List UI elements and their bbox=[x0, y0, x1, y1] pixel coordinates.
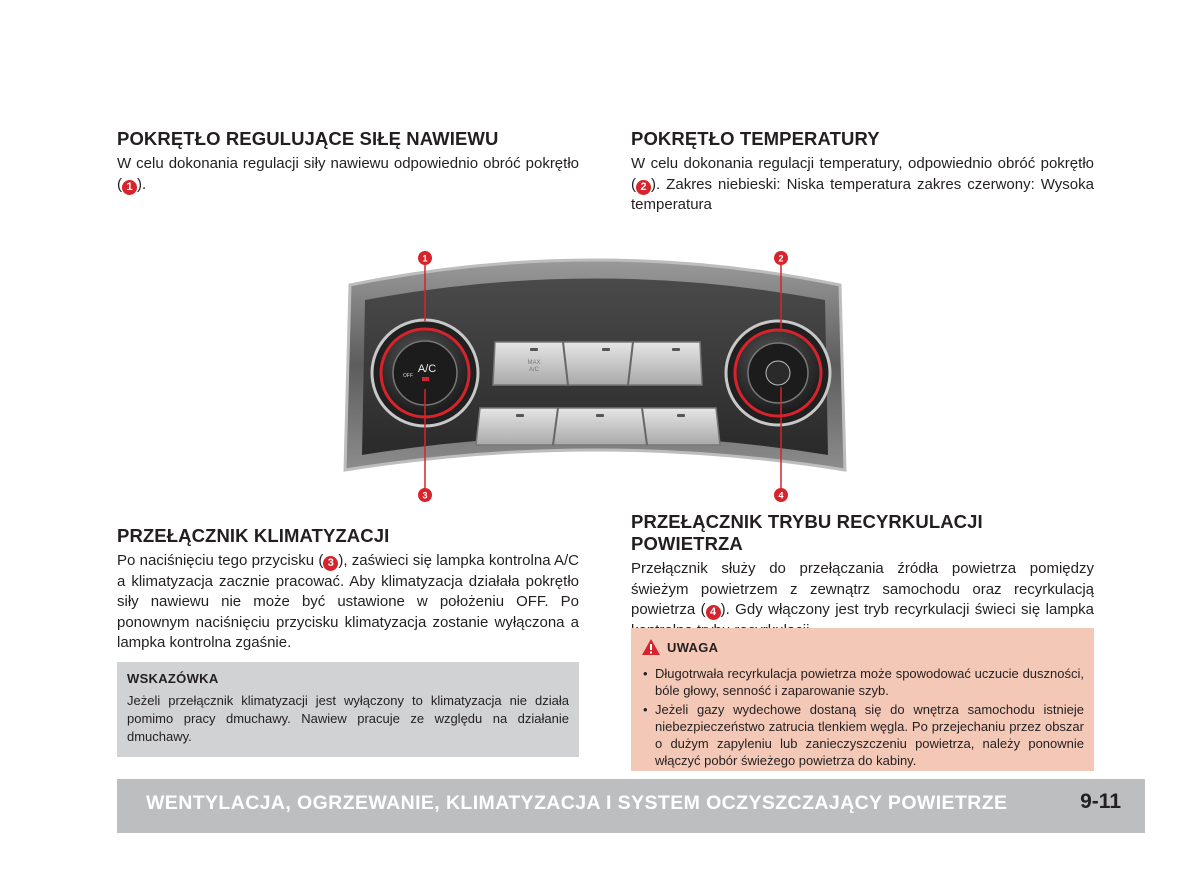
tip-text: Jeżeli przełącznik klimatyzacji jest wyłączony to klimatyzacja nie działa pomimo pracy dmuchawy. Nawiew pracuje ze względu na działanie dmuchawy. bbox=[127, 693, 569, 744]
warning-item: • Długotrwała recyrkulacja powietrza może spowodować uczucie duszności, bóle głowy, senność i zaparowanie szyb. bbox=[643, 666, 1084, 698]
callout-1 bbox=[418, 251, 432, 265]
section-body: W celu dokonania regulacji temperatury, odpowiednio obróć pokrętło ( 2 ). Zakres niebieski: Niska temperatura zakres czerwony: Wysoka temperatura bbox=[631, 155, 1094, 213]
section-fan-knob bbox=[117, 128, 579, 195]
warning-item: • Jeżeli gazy wydechowe dostaną się do wnętrza samochodu istnieje niebezpieczeństwo zatrucia tlenkiem węgla. Po przejechaniu przez obszar o dużym zapyleniu lub zanieczyszczeniu powietrza, należy ponownie włączyć pobór świeżego powietrza do kabiny. bbox=[643, 702, 1084, 768]
off-label: OFF bbox=[403, 373, 413, 379]
max-ac-label: A/C bbox=[528, 367, 540, 373]
callout-badge: 1 bbox=[122, 180, 137, 195]
callout-badge: 4 bbox=[706, 605, 721, 620]
section-title: POKRĘTŁO TEMPERATURY bbox=[631, 128, 880, 149]
section-title: PRZEŁĄCZNIK KLIMATYZACJI bbox=[117, 525, 390, 546]
svg-text:1: 1 bbox=[422, 253, 428, 264]
callout-badge: 3 bbox=[323, 556, 338, 571]
section-temperature-knob bbox=[631, 128, 1094, 216]
section-title: POKRĘTŁO REGULUJĄCE SIŁĘ NAWIEWU bbox=[117, 128, 499, 149]
tip-box bbox=[117, 662, 579, 757]
svg-text:3: 3 bbox=[422, 490, 428, 501]
warning-list bbox=[641, 665, 1084, 769]
callout-4 bbox=[774, 488, 788, 502]
max-label: MAX bbox=[527, 360, 541, 366]
ac-label: A/C bbox=[417, 363, 437, 375]
svg-text:4: 4 bbox=[778, 490, 784, 501]
chapter-title: WENTYLACJA, OGRZEWANIE, KLIMATYZACJA I SYSTEM OCZYSZCZAJĄCY POWIETRZE bbox=[146, 792, 1008, 814]
warning-triangle-icon bbox=[641, 638, 661, 656]
section-ac-switch bbox=[117, 525, 579, 654]
warning-header bbox=[641, 638, 1084, 656]
climate-panel-figure bbox=[330, 245, 860, 507]
callout-3 bbox=[418, 488, 432, 502]
svg-text:2: 2 bbox=[778, 253, 784, 264]
warning-box bbox=[631, 628, 1094, 771]
callout-2 bbox=[774, 251, 788, 265]
section-body: W celu dokonania regulacji siły nawiewu odpowiednio obróć pokrętło ( 1 ). bbox=[117, 155, 579, 193]
section-body: Przełącznik służy do przełączania źródła powietrza pomiędzy świeżym powietrzem z zewnątrz samochodu oraz recyrkulacją powietrza ( 4 ). Gdy włączony jest tryb recyrkulacji świeci się lampka bbox=[631, 560, 1095, 618]
section-body: Po naciśnięciu tego przycisku ( 3 ), zaświeci się lampka kontrolna A/C a klimatyzacja zacznie pracować. Aby klimatyzacja działała pokrętło siły nawiewu nie może być ustawione w położeniu OFF. Po ponownym naciśnięciu przycisku klimatyzacja zostanie wyłączona a lampka kontrolna zgaśnie. bbox=[117, 552, 579, 651]
page-footer bbox=[117, 779, 1145, 833]
callout-badge: 2 bbox=[636, 180, 651, 195]
page-number: 9-11 bbox=[1080, 790, 1121, 813]
section-title: PRZEŁĄCZNIK TRYBU RECYRKULACJI POWIETRZA bbox=[631, 511, 983, 554]
warning-title: UWAGA bbox=[667, 639, 719, 655]
section-recirculation-switch bbox=[631, 511, 1094, 641]
tip-title: WSKAZÓWKA bbox=[127, 671, 219, 686]
